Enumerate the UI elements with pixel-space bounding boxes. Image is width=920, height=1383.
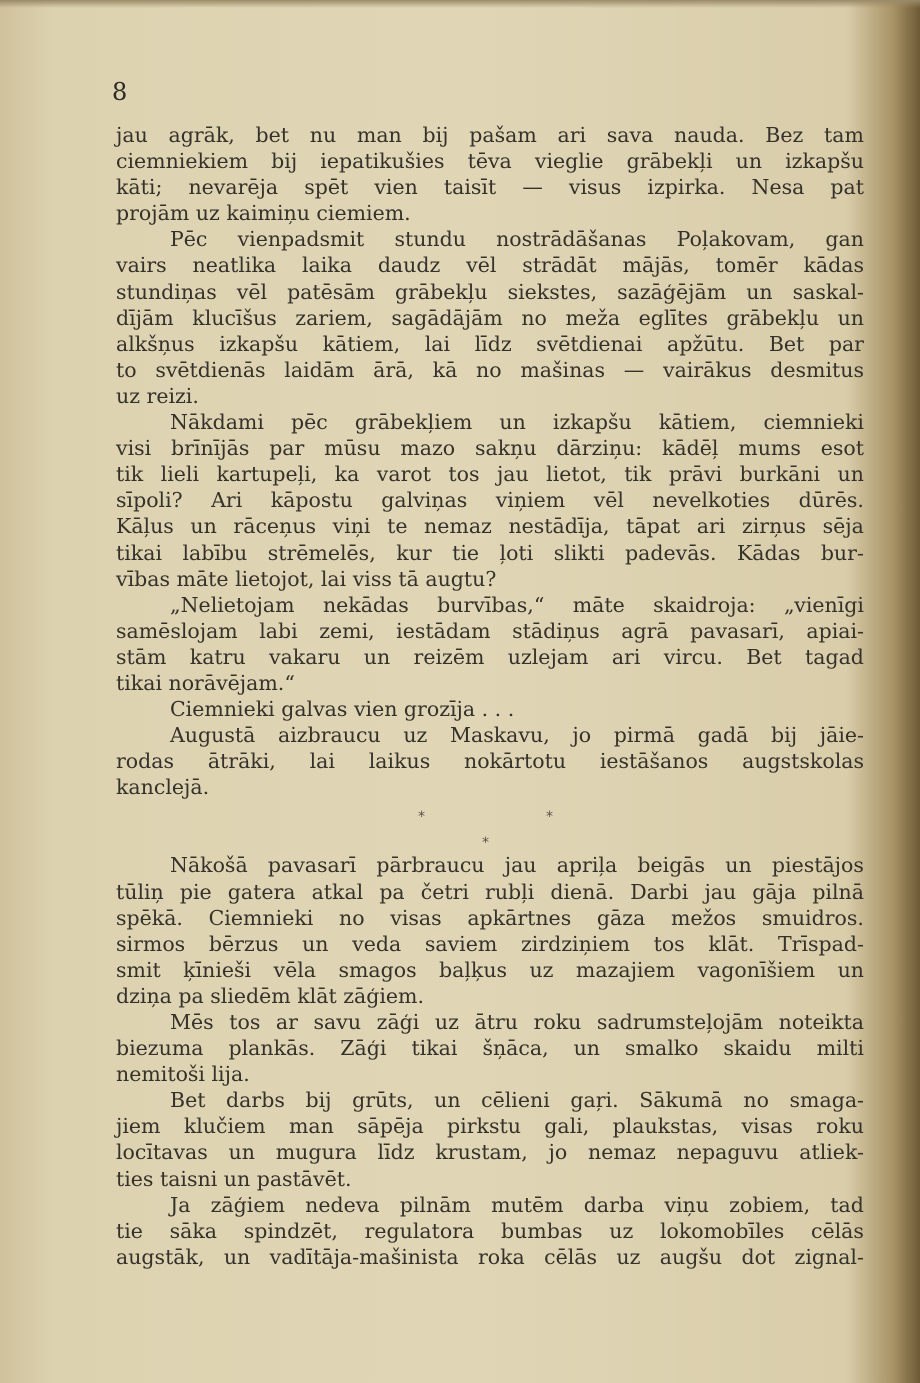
text-line: jiem klučiem man sāpēja pirkstu gali, plaukstas, visas roku — [116, 1114, 864, 1139]
text-line: Pēc vienpadsmit stundu nostrādāšanas Poļakovam, gan — [170, 227, 864, 252]
text-line: tūliņ pie gatera atkal pa četri rubļi dienā. Darbi jau gāja pilnā — [116, 879, 864, 904]
text-line: dījām klucīšus zariem, sagādājām no meža eglītes grābekļu un — [116, 305, 864, 330]
text-line: Ciemnieki galvas vien grozīja . . . — [170, 697, 515, 722]
text-line: alkšņus izkapšu kātiem, lai līdz svētdienai apžūtu. Bet par — [116, 331, 864, 356]
text-block-top — [116, 122, 864, 800]
text-line: tik lieli kartupeļi, ka varot tos jau lietot, tik prāvi burkāni un — [116, 462, 864, 487]
text-line: ties taisni un pastāvēt. — [116, 1166, 352, 1191]
text-line: „Nelietojam nekādas burvības,“ māte skaidroja: „vienīgi — [170, 592, 864, 617]
text-line: stām katru vakaru un reizēm uzlejam ari vircu. Bet tagad — [116, 644, 864, 669]
text-line: tikai norāvējam.“ — [116, 670, 295, 695]
text-line: vības māte lietojot, lai viss tā augtu? — [116, 566, 497, 591]
page-number: 8 — [112, 78, 128, 106]
text-line: projām uz kaimiņu ciemiem. — [116, 201, 411, 226]
text-line: spēkā. Ciemnieki no visas apkārtnes gāza mežos smuidros. — [116, 905, 864, 930]
text-line: vairs neatlika laika daudz vēl strādāt mājās, tomēr kādas — [116, 253, 864, 278]
separator-star: * — [418, 809, 425, 826]
body-text — [116, 122, 864, 1270]
text-line: Bet darbs bij grūts, un cēlieni gaŗi. Sākumā no smaga- — [170, 1088, 864, 1113]
text-line: tie sāka spindzēt, regulatora bumbas uz lokomobīles cēlās — [116, 1218, 864, 1243]
text-line: uz reizi. — [116, 383, 199, 408]
text-line: ciemniekiem bij iepatikušies tēva vieglie grābekļi un izkapšu — [116, 149, 864, 174]
text-line: kanclejā. — [116, 775, 210, 800]
text-line: dziņa pa sliedēm klāt zāģiem. — [116, 983, 425, 1008]
text-line: to svētdienās laidām ārā, kā no mašinas — vairākus desmitus — [116, 357, 864, 382]
text-line: tikai labību strēmelēs, kur tie ļoti slikti padevās. Kādas bur- — [116, 540, 864, 565]
text-line: Kāļus un rāceņus viņi te nemaz nestādīja, tāpat ari zirņus sēja — [116, 514, 864, 539]
separator-star: * — [546, 809, 553, 826]
text-line: augstāk, un vadītāja-mašinista roka cēlās uz augšu dot zignal- — [116, 1244, 864, 1269]
text-line: sīpoli? Ari kāpostu galviņas viņiem vēl nevelkoties dūrēs. — [116, 488, 864, 513]
text-line: nemitoši lija. — [116, 1062, 250, 1087]
text-line: sirmos bērzus un veda saviem zirdziņiem tos klāt. Trīspad- — [116, 931, 864, 956]
text-block-bottom — [116, 852, 864, 1270]
text-line: rodas ātrāki, lai laikus nokārtotu iestāšanos augstskolas — [116, 749, 864, 774]
text-line: biezuma plankās. Zāģi tikai šņāca, un smalko skaidu milti — [116, 1036, 864, 1061]
text-line: visi brīnījās par mūsu mazo sakņu dārziņu: kādēļ mums esot — [116, 436, 864, 461]
text-line: Ja zāģiem nedeva pilnām mutēm darba viņu zobiem, tad — [170, 1192, 864, 1217]
text-line: samēslojam labi zemi, iestādam stādiņus agrā pavasarī, apiai- — [116, 618, 864, 643]
text-line: smit ķīnieši vēla smagos baļķus uz mazajiem vagonīšiem un — [116, 957, 864, 982]
text-line: Nākdami pēc grābekļiem un izkapšu kātiem, ciemnieki — [170, 410, 864, 435]
text-line: kāti; nevarēja spēt vien taisīt — visus izpirka. Nesa pat — [116, 175, 864, 200]
page-top-edge — [0, 0, 920, 8]
text-line: Mēs tos ar savu zāģi uz ātru roku sadrumsteļojām noteikta — [170, 1010, 864, 1034]
text-line: Nākošā pavasarī pārbraucu jau apriļa beigās un piestājos — [170, 853, 864, 878]
separator-star: * — [482, 835, 489, 852]
text-line: Augustā aizbraucu uz Maskavu, jo pirmā gadā bij jāie- — [170, 723, 864, 748]
section-separator — [116, 800, 864, 852]
text-line: stundiņas vēl patēsām grābekļu siekstes, sazāģējām un saskal- — [116, 279, 864, 304]
text-line: locītavas un mugura līdz krustam, jo nemaz nepaguvu atliek- — [116, 1140, 864, 1165]
text-line: jau agrāk, bet nu man bij pašam ari sava nauda. Bez tam — [116, 123, 864, 147]
